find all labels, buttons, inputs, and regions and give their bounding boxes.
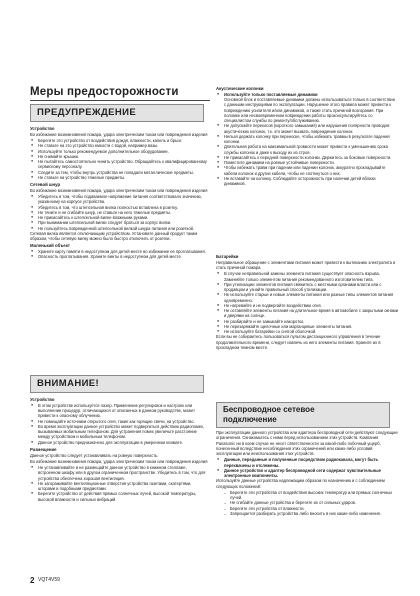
bullet-list [216,457,398,478]
page-title: Меры предосторожности [30,86,179,98]
list-item: ● Не снимайте крышки. [30,154,208,159]
list-item: Основной блок и поставляемые динамики должны использоваться только в соответствии с данными инструкциями по эксплуатации. Нарушение этого правила может привести к повреждению усилителя и/или динамиков, а также стать причиной возгорания. При поломке или несвоевременном повреждении работы проконсультируйтесь со специалистом службы по ремонту/обслуживанию. [224,97,395,123]
list-item: ● Не ставьте на устройство тяжелые предметы. [30,175,208,180]
list-item: ● В случае неправильной замены элемента питания существует опасность взрыва. Заменяйте только элементом питания рекомендованного изготовителем типа. [216,271,398,282]
bullet-list [30,403,208,445]
list-item: ● Данное устройство и адаптер беспроводной сети содержат чувствительные электронные компоненты. [216,468,398,479]
list-item: ● Следите за тем, чтобы внутрь устройства не попадали металлические предметы. [30,170,208,175]
section-intro: Во избежание возникновения пожара, удара электрическим током или повреждения изделия [30,131,208,137]
title-divider [30,100,210,101]
dash-list [216,490,398,516]
section-heading: Сетевой шнур [30,182,61,187]
list-item: ● Не используйте батарейки со снятой оболочкой. [216,329,398,334]
list-item: ● Используйте только рекомендуемое дополнительное оборудование. [30,149,208,154]
list-item: ● Чтобы избежать травм при падении или падении колонок, аккуратно прокладывайте кабели колонок и другие кабели, чтобы не споткнуться о них. [216,165,398,176]
list-item: ● Не устанавливайте и не размещайте данное устройство в книжном стеллаже, встроенном шкафу или в другом ограниченном пространстве. Убедитесь в том, что для устройства обеспечена хорошая вентиляция. [30,465,208,481]
list-item: ● В этом устройстве используется лазер. Применение регулировок и настроек или выполнение процедур, отличающихся от описанных в данном руководстве, может привести к опасному облучению. [30,403,208,419]
section-intro: Неправильное обращение с элементами питания может привести к вытеканию электролита и стать причиной пожара. [216,259,396,270]
caution-banner-label: ВНИМАНИЕ! [37,378,100,389]
caution-banner [30,375,204,393]
document-code: VQT4V59 [38,577,60,583]
list-item: ● Не прикасайтесь к передней поверхности колонки. Держитесь за боковые поверхности. [216,155,398,160]
list-item: ● Не вставайте на колонку. Соблюдайте осторожность при наличии детей вблизи динамиков. [216,176,398,187]
list-item: ● Не загораживайте вентиляционные отверстия устройства газетами, скатертями, шторами и подобными предметами. [30,481,208,492]
list-item: ● Не разбирайте и не замыкайте накоротко. [216,319,398,324]
dash-item: – Не сгибайте данные устройства и берегите их от сильных ударов. [216,500,398,505]
list-item: ● Данное устройство предназначено для эксплуатации в умеренном климате. [30,440,208,445]
list-item: ● Не помещайте источники открытого огня, такие как горящие свечи, на устройство. [30,419,208,424]
list-item: ● Не оставляйте элементы питания на длительное время в автомобиле с закрытыми окнами и дверями на солнце. [216,308,398,319]
page-number: 2 [30,576,35,585]
list-item: ● Не ставьте на это устройство емкости с водой, например вазы. [30,143,208,148]
dash-item: – Берегите эти устройства от воздействия высоких температур или прямых солнечных лучей. [216,490,398,501]
list-item: ● Данные, переданные и полученные посредством радиоканала, могут быть перехвачены и отслежены. [216,457,398,468]
list-item: ● Не прикасайтесь к штепсельной вилке влажными руками. [30,215,208,220]
speaker-content [216,84,398,186]
list-item: ● Не тяните и не сгибайте шнур, не ставьте на него тяжелые предметы. [30,210,208,215]
section-intro: Во избежание возникновения пожара, удара электрическим током или повреждения изделия [30,458,208,464]
caution-content [30,395,208,502]
section-outro: Если вы не собираетесь пользоваться пультом дистанционного управления в течение продолжительного времени, следует извлечь из него элементы питания. Храните их в прохладном темном месте. [216,334,381,350]
list-item: ● При утилизации элементов питания свяжитесь с местными органами власти или с продавцом и узнайте правильный способ утилизации. [216,282,398,293]
section-intro: При эксплуатации данного устройства или адаптера беспроводной сети действуют следующие ограничения. Ознакомьтесь с ними перед использованием этих устройств. Компания Panasonic ни в коем случае не несет ответственности за какой-либо побочный ущерб, понесенный вследствие несоблюдения этих ограничений или каких-либо условий эксплуатации или неиспользования этих устройств. [216,430,398,456]
list-item: ● Нельзя держать колонку при переноске, чтобы избежать травмы в результате падения колонки. [216,134,398,145]
warning-banner [30,104,204,122]
section-heading: Маленький объект [30,243,70,249]
dash-item: – Берегите эти устройства от влажности. [216,506,398,511]
section-heading: Батарейки [216,254,239,259]
section-heading: Устройство [30,126,55,131]
warning-banner-label: ПРЕДУПРЕЖДЕНИЕ [37,107,137,118]
section-intro: Данное устройство следует устанавливать на ровную поверхность. [30,452,159,458]
list-item: ● Во время эксплуатации данное устройство может подвергаться действию радиопомех, вызываемых мобильным телефоном. Для устранения помех увеличьте расстояние между устройством и мобильным телефоном. [30,424,208,440]
bullet-list [30,194,208,231]
list-item: ● Берегите устройство от действия прямых солнечных лучей, высокой температуры, высокой влажности и сильных вибраций. [30,491,208,502]
section-heading: Акустические колонки [216,86,264,91]
bullet-list [30,465,208,502]
list-item: ● При вынимании штепсельной вилки следует браться за корпус вилки. [30,220,208,225]
list-item: ● Не нагревайте и не подвергайте воздействию огня. [216,303,398,308]
wireless-banner [216,402,390,428]
wireless-banner-line2: подключение [223,415,277,424]
list-item: ● Опасность проглатывания. Храните винты в недоступном для детей месте. [30,254,208,259]
list-item: ● Не допускайте перекосов (короткого замыкания) или нарушения полярности проводов акустических колонок, т.к. это может вызвать повреждение колонок. [216,123,398,134]
bullet-list [30,138,208,180]
list-item: ● Не перезаряжайте щелочные или марганцевые элементы питания. [216,324,398,329]
bullet-list [30,249,208,260]
list-item: ● Убедитесь в том, чтобы подаваемое напряжение питания соответствовало значению, указанному на корпусе устройства. [30,194,208,205]
warning-content [30,124,208,260]
list-item: ● Убедитесь в том, что штепсельная вилка полностью вставлена в розетку. [30,205,208,210]
wireless-banner-line1: Беспроводное сетевое [223,405,315,414]
list-item: ● Не пользуйтесь поврежденной штепсельной вилкой шнура питания или розеткой. [30,226,208,231]
section-note: Используйте данные устройства надлежащим образом по назначению и с соблюдением следующих положений: [216,478,385,489]
list-item: ● Храните карту памяти в недоступном для детей месте во избежание ее проглатывания. [30,249,208,254]
list-item: ● Длительная работа на максимальной громкости может привести к уменьшению срока службы колонок и даже к выходу их из строя. [216,144,398,155]
bullet-list [216,271,398,334]
section-heading: Устройство [30,397,55,402]
wireless-content [216,430,398,516]
bullet-list [216,92,398,187]
battery-content [216,252,398,351]
list-item: ● Не используйте старые и новые элементы питания или разные типы элементов питания одновременно. [216,292,398,303]
list-item: ● Не пытайтесь самостоятельно чинить устройство. Обращайтесь к квалифицированному сервисному персоналу. [30,159,208,170]
list-item: ● Поместите динамики на ровные устойчивые поверхности. [216,160,398,165]
dash-item: – Запрещается разбирать устройства либо вносить в них какие-либо изменения. [216,511,398,516]
section-outro: Сетевая вилка является отключающим устройством. Установите данный продукт таким образом, чтобы сетевую вилку можно было быстро отключить от розетки. [30,230,198,241]
list-item: ● Берегите это устройство от воздействия дождя, влажности, капель и брызг. [30,138,208,143]
section-heading: Размещение [30,446,57,452]
section-intro: Во избежание возникновения пожара, удара электрическим током или повреждения изделия [30,187,208,193]
list-item: ● Используйте только поставляемые динамики [216,92,398,97]
